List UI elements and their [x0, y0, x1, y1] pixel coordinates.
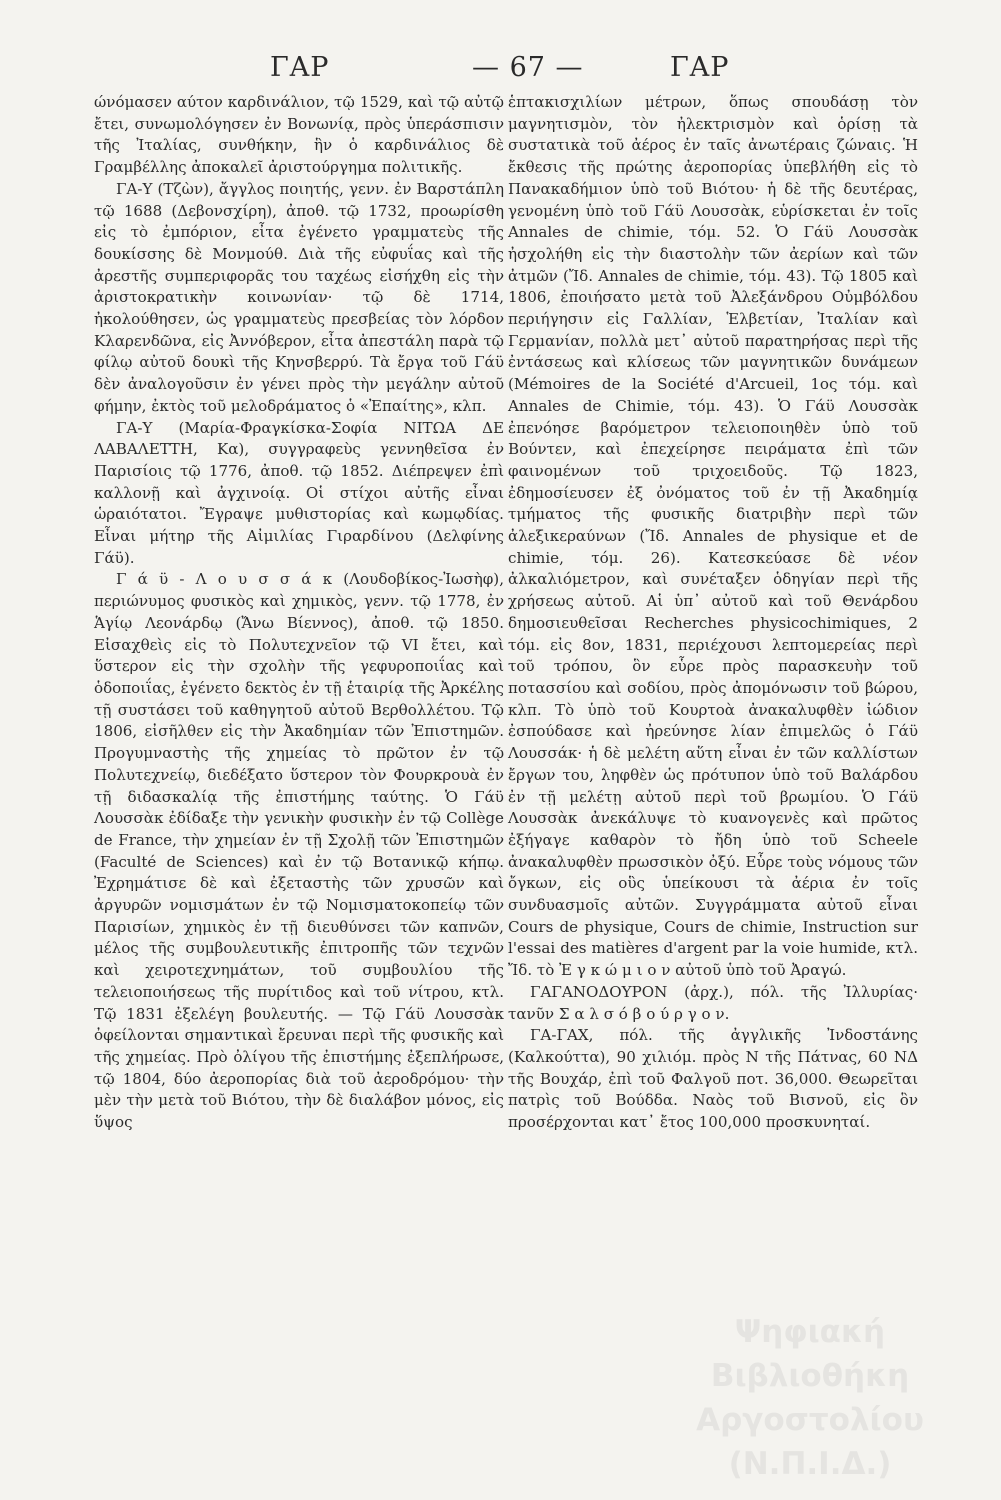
right-column	[508, 92, 918, 1134]
header-right-guideword: ΓΑΡ	[670, 52, 730, 83]
entry-gagach: ΓΑ-ΓΑΧ, πόλ. τῆς ἀγγλικῆς Ἰνδοστάνης (Καλκούττα), 90 χιλιόμ. πρὸς Ν τῆς Πάτνας, 60 ΝΔ τῆς Βουχάρ, ἐπὶ τοῦ Φαλγοῦ ποτ. 36,000. Θεωρεῖται πατρὶς τοῦ Βούδδα. Ναὸς τοῦ Βισνοῦ, εἰς ὃν προσέρχονται κατ᾽ ἔτος 100,000 προσκυνηταί.	[508, 1026, 918, 1132]
entry-gay-lussac-continued: ἑπτακισχιλίων μέτρων, ὅπως σπουδάσῃ τὸν μαγνητισμὸν, τὸν ἠλεκτρισμὸν καὶ ὁρίσῃ τὰ συστατικὰ τοῦ ἀέρος ἐν ταῖς ἀνωτέραις ζώναις. Ἡ ἔκθεσις τῆς πρώτης ἀεροπορίας ὑπεβλήθη εἰς τὸ Πανακαδήμιον ὑπὸ τοῦ Βιότου· ἡ δὲ τῆς δευτέρας, γενομένη ὑπὸ τοῦ Γάϋ Λουσσὰκ, εὑρίσκεται ἐν τοῖς Annales de chimie, τόμ. 52. Ὁ Γάϋ Λουσσὰκ ἠσχολήθη εἰς τὴν διαστολὴν τῶν ἀερίων καὶ τῶν ἀτμῶν (Ἴδ. Annales de chimie, τόμ. 43). Τῷ 1805 καὶ 1806, ἐποιήσατο μετὰ τοῦ Ἀλεξάνδρου Οὐμβόλδου περιήγησιν εἰς Γαλλίαν, Ἑλβετίαν, Ἰταλίαν καὶ Γερμανίαν, πολλὰ μετ᾽ αὐτοῦ παρατηρήσας περὶ τῆς ἐντάσεως καὶ κλίσεως τῶν μαγνητικῶν δυνάμεων (Mémoires de la Société d'Arcueil, 1ος τόμ. καὶ Annales de Chimie, τόμ. 43). Ὁ Γάϋ Λουσσὰκ ἐπενόησε βαρόμετρον τελειοποιηθὲν ὑπὸ τοῦ Βούντεν, καὶ ἐπεχείρησε πειράματα ἐπὶ τῶν φαινομένων τοῦ τριχοειδοῦς. Τῷ 1823, ἐδημοσίευσεν ἐξ ὀνόματος τοῦ ἐν τῇ Ἀκαδημίᾳ τμήματος τῆς φυσικῆς διατριβὴν περὶ τῶν ἀλεξικεραύνων (Ἴδ. Annales de physique et de chimie, τόμ. 26). Κατεσκεύασε δὲ νέον ἀλκαλιόμετρον, καὶ συνέταξεν ὁδηγίαν περὶ τῆς χρήσεως αὐτοῦ. Αἱ ὑπ᾽ αὐτοῦ καὶ τοῦ Θενάρδου δημοσιευθεῖσαι Recherches physicochimiques, 2 τόμ. εἰς 8ον, 1831, περιέχουσι λεπτομερείας περὶ τοῦ τρόπου, ὃν εὗρε πρὸς παρασκευὴν τοῦ ποτασσίου καὶ σοδίου, πρὸς ἀπομόνωσιν τοῦ βώρου, κλπ. Τὸ ὑπὸ τοῦ Κουρτοὰ ἀνακαλυφθὲν ἰώδιον ἐσπούδασε καὶ ἠρεύνησε λίαν ἐπιμελῶς ὁ Γάϋ Λουσσάκ· ἡ δὲ μελέτη αὕτη εἶναι ἐν τῶν καλλίστων ἔργων του, ληφθὲν ὡς πρότυπον ὑπὸ τοῦ Βαλάρδου ἐν τῇ μελέτῃ αὐτοῦ περὶ τοῦ βρωμίου. Ὁ Γάϋ Λουσσὰκ ἀνεκάλυψε τὸ κυανογενὲς καὶ πρῶτος ἐξήγαγε καθαρὸν τὸ ἤδη ὑπὸ τοῦ Scheele ἀνακαλυφθὲν πρωσσικὸν ὀξύ. Εὗρε τοὺς νόμους τῶν ὄγκων, εἰς οὓς ὑπείκουσι τὰ ἀέρια ἐν τοῖς συνδυασμοῖς αὐτῶν. Συγγράμματα αὐτοῦ εἶναι Cours de physique, Cours de chimie, Instruction sur l'essai des matières d'argent par la voie humide, κτλ. Ἴδ. τὸ Ἐ γ κ ώ μ ι ο ν αὐτοῦ ὑπὸ τοῦ Ἀραγώ.	[508, 93, 918, 980]
left-column	[94, 92, 504, 1134]
entry-gay-john: ΓΑ-Υ (Τζὼν), ἄγγλος ποιητής, γενν. ἐν Βαρστάπλη τῷ 1688 (Δεβονσχίρη), ἀποθ. τῷ 1732, προωρίσθη εἰς τὸ ἐμπόριον, εἶτα ἐγένετο γραμματεὺς τῆς δουκίσσης δὲ Μονμούθ. Διὰ τῆς εὐφυΐας καὶ τῆς ἀρεστῆς συμπεριφορᾶς του ταχέως εἰσήχθη εἰς τὴν ἀριστοκρατικὴν κοινωνίαν· τῷ δὲ 1714, ἠκολούθησεν, ὡς γραμματεὺς πρεσβείας τὸν λόρδον Κλαρενδῶνα, εἰς Ἀννόβερον, εἶτα ἀπεστάλη παρὰ τῷ φίλῳ αὐτοῦ δουκὶ τῆς Κηνσβερρύ. Τὰ ἔργα τοῦ Γάϋ δὲν ἀναλογοῦσιν ἐν γένει πρὸς τὴν μεγάλην αὐτοῦ φήμην, ἐκτὸς τοῦ μελοδράματος ὁ «Ἐπαίτης», κλπ.	[94, 179, 504, 415]
entry-gay-sophie: ΓΑ-Υ (Μαρία-Φραγκίσκα-Σοφία ΝΙΤΩΑ ΔΕ ΛΑΒΑΛΕΤΤΗ, Κα), συγγραφεὺς γεννηθεῖσα ἐν Παρισίοις τῷ 1776, ἀποθ. τῷ 1852. Διέπρεψεν ἐπὶ καλλονῇ καὶ ἀγχινοίᾳ. Οἱ στίχοι αὐτῆς εἶναι ὡραιότατοι. Ἔγραψε μυθιστορίας καὶ κωμῳδίας. Εἶναι μήτηρ τῆς Αἰμιλίας Γιραρδίνου (Δελφίνης Γάϋ).	[94, 418, 504, 567]
header-left-guideword: ΓΑΡ	[270, 52, 330, 83]
entry-gaganodouron: ΓΑΓΑΝΟΔΟΥΡΟΝ (ἀρχ.), πόλ. τῆς Ἰλλυρίας· τανῦν Σ α λ σ ό β ο ύ ρ γ ο ν.	[508, 982, 918, 1023]
library-watermark: Ψηφιακή Βιβλιοθήκη Αργοστολίου (Ν.Π.Ι.Δ.)	[696, 1314, 924, 1482]
page-number: — 67 —	[472, 52, 584, 83]
entry-gay-lussac: Γ ά ϋ - Λ ο υ σ σ ά κ (Λουδοβίκος-Ἰωσὴφ), περιώνυμος φυσικὸς καὶ χημικὸς, γενν. τῷ 1778, ἐν Ἁγίῳ Λεονάρδῳ (Ἄνω Βίεννος), ἀποθ. τῷ 1850. Εἰσαχθεὶς εἰς τὸ Πολυτεχνεῖον τῷ VI ἔτει, καὶ ὕστερον εἰς τὴν σχολὴν τῆς γεφυροποιΐας καὶ ὁδοποιΐας, ἐγένετο δεκτὸς ἐν τῇ ἑταιρίᾳ τῆς Ἀρκέλης τῇ συστάσει τοῦ καθηγητοῦ αὐτοῦ Βερθολλέτου. Τῷ 1806, εἰσῆλθεν εἰς τὴν Ἀκαδημίαν τῶν Ἐπιστημῶν. Προγυμναστὴς τῆς χημείας τὸ πρῶτον ἐν τῷ Πολυτεχνείῳ, διεδέξατο ὕστερον τὸν Φουρκρουὰ ἐν τῇ διδασκαλίᾳ τῆς ἐπιστήμης ταύτης. Ὁ Γάϋ Λουσσὰκ ἐδίδαξε τὴν γενικὴν φυσικὴν ἐν τῷ Collège de France, τὴν χημείαν ἐν τῇ Σχολῇ τῶν Ἐπιστημῶν (Faculté de Sciences) καὶ ἐν τῷ Βοτανικῷ κήπῳ. Ἐχρημάτισε δὲ καὶ ἐξεταστὴς τῶν χρυσῶν καὶ ἀργυρῶν νομισμάτων ἐν τῷ Νομισματοκοπείῳ τῶν Παρισίων, χημικὸς ἐν τῇ διευθύνσει τῶν καπνῶν, μέλος τῆς συμβουλευτικῆς ἐπιτροπῆς τῶν τεχνῶν καὶ χειροτεχνημάτων, τοῦ συμβουλίου τῆς τελειοποιήσεως τῆς πυρίτιδος καὶ τοῦ νίτρου, κτλ. Τῷ 1831 ἐξελέγη βουλευτής. — Τῷ Γάϋ Λουσσὰκ ὀφείλονται σημαντικαὶ ἔρευναι περὶ τῆς φυσικῆς καὶ τῆς χημείας. Πρὸ ὀλίγου τῆς ἐπιστήμης ἐξεπλήρωσε, τῷ 1804, δύο ἀεροπορίας διὰ τοῦ ἀεροδρόμου· τὴν μὲν τὴν μετὰ τοῦ Βιότου, τὴν δὲ διαλάβον μόνος, εἰς ὕψος	[94, 570, 504, 1132]
running-head	[88, 52, 944, 92]
entry-continuation: ώνόμασεν αύτον καρδινάλιον, τῷ 1529, καὶ τῷ αὐτῷ ἔτει, συνωμολόγησεν ἐν Βονωνίᾳ, πρὸς ὑπεράσπισιν τῆς Ἰταλίας, συνθήκην, ἣν ὁ καρδινάλιος δὲ Γραμβέλλης ἀποκαλεῖ ἀριστούργημα πολιτικῆς.	[94, 93, 504, 177]
